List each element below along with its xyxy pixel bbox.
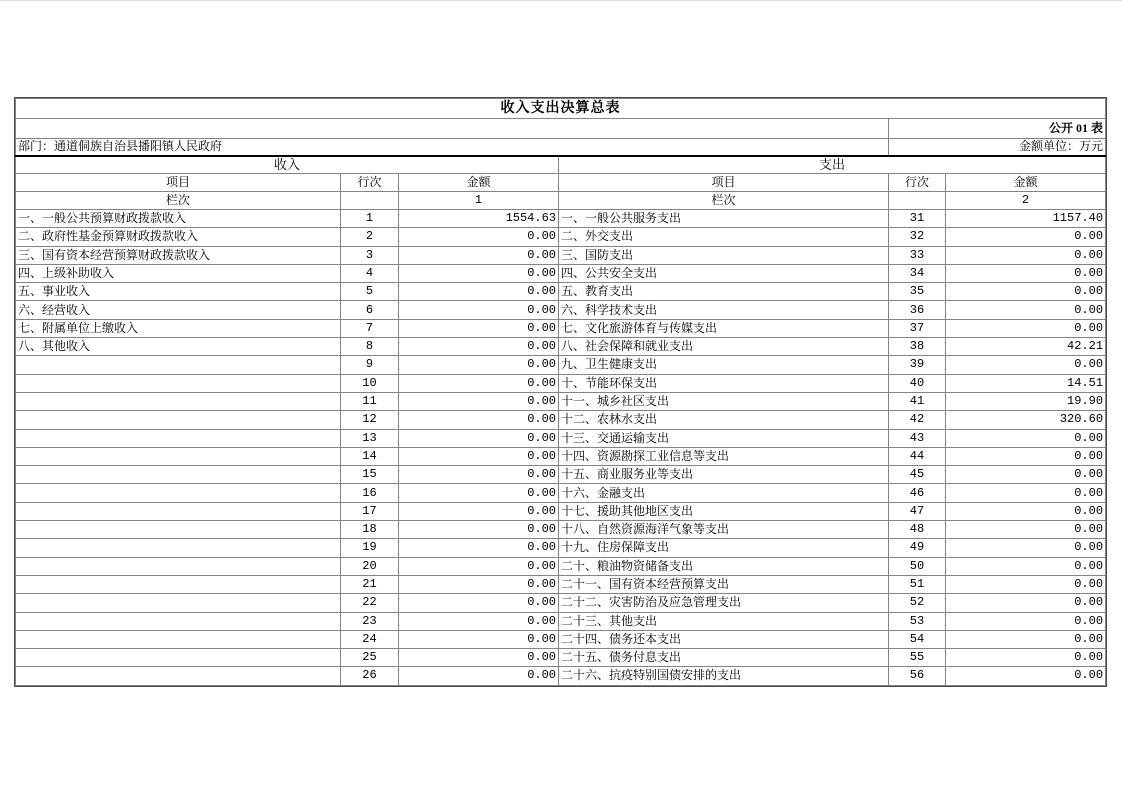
revenue-amount-cell: 0.00 [399, 630, 559, 648]
expenditure-line-cell: 43 [889, 429, 946, 447]
table-row [16, 484, 1106, 502]
revenue-item-cell [16, 392, 341, 410]
expenditure-item-cell: 三、国防支出 [559, 246, 889, 264]
table-row [16, 411, 1106, 429]
expenditure-amount-cell: 0.00 [946, 228, 1106, 246]
expenditure-line-cell: 47 [889, 502, 946, 520]
expenditure-amount-cell: 42.21 [946, 338, 1106, 356]
expenditure-amount-cell: 0.00 [946, 264, 1106, 282]
revenue-item-cell [16, 649, 341, 667]
revenue-amount-cell: 0.00 [399, 411, 559, 429]
table-row [16, 630, 1106, 648]
expenditure-column-number: 2 [946, 192, 1106, 210]
expenditure-item-header: 项目 [559, 174, 889, 192]
table-row [16, 466, 1106, 484]
revenue-amount-cell: 0.00 [399, 356, 559, 374]
expenditure-amount-cell: 0.00 [946, 447, 1106, 465]
revenue-amount-cell: 0.00 [399, 502, 559, 520]
revenue-item-cell: 五、事业收入 [16, 283, 341, 301]
revenue-amount-cell: 0.00 [399, 319, 559, 337]
revenue-line-cell: 16 [341, 484, 399, 502]
expenditure-line-cell: 40 [889, 374, 946, 392]
doc-number-row [16, 119, 1106, 139]
revenue-amount-cell: 0.00 [399, 649, 559, 667]
revenue-item-cell [16, 557, 341, 575]
department-row [16, 139, 1106, 157]
table-row [16, 338, 1106, 356]
table-row [16, 521, 1106, 539]
expenditure-item-cell: 四、公共安全支出 [559, 264, 889, 282]
expenditure-line-cell: 54 [889, 630, 946, 648]
expenditure-item-cell: 十三、交通运输支出 [559, 429, 889, 447]
revenue-item-cell: 四、上级补助收入 [16, 264, 341, 282]
expenditure-line-cell: 55 [889, 649, 946, 667]
page-title: 收入支出决算总表 [16, 99, 1106, 119]
expenditure-line-cell: 35 [889, 283, 946, 301]
expenditure-line-cell: 42 [889, 411, 946, 429]
revenue-amount-cell: 0.00 [399, 246, 559, 264]
revenue-column-index-label: 栏次 [16, 192, 341, 210]
doc-number-spacer [16, 119, 889, 139]
revenue-item-cell: 三、国有资本经营预算财政拨款收入 [16, 246, 341, 264]
column-header-row [16, 174, 1106, 192]
expenditure-line-cell: 31 [889, 210, 946, 228]
expenditure-item-cell: 二十五、债务付息支出 [559, 649, 889, 667]
table-row [16, 649, 1106, 667]
expenditure-amount-cell: 0.00 [946, 466, 1106, 484]
expenditure-line-cell: 50 [889, 557, 946, 575]
table-row [16, 539, 1106, 557]
expenditure-line-cell: 37 [889, 319, 946, 337]
revenue-item-cell [16, 612, 341, 630]
expenditure-item-cell: 八、社会保障和就业支出 [559, 338, 889, 356]
table-row [16, 612, 1106, 630]
revenue-amount-header: 金额 [399, 174, 559, 192]
amount-unit-label: 金额单位：万元 [889, 139, 1106, 157]
expenditure-line-cell: 36 [889, 301, 946, 319]
revenue-line-cell: 1 [341, 210, 399, 228]
revenue-item-cell [16, 356, 341, 374]
expenditure-item-cell: 十九、住房保障支出 [559, 539, 889, 557]
revenue-item-cell: 六、经营收入 [16, 301, 341, 319]
expenditure-item-cell: 二十三、其他支出 [559, 612, 889, 630]
revenue-line-cell: 19 [341, 539, 399, 557]
revenue-item-cell [16, 374, 341, 392]
revenue-line-cell: 3 [341, 246, 399, 264]
expenditure-item-cell: 十、节能环保支出 [559, 374, 889, 392]
revenue-amount-cell: 0.00 [399, 612, 559, 630]
expenditure-line-cell: 38 [889, 338, 946, 356]
revenue-amount-cell: 0.00 [399, 484, 559, 502]
expenditure-item-cell: 二、外交支出 [559, 228, 889, 246]
expenditure-amount-cell: 14.51 [946, 374, 1106, 392]
expenditure-column-index-spacer [889, 192, 946, 210]
revenue-line-cell: 26 [341, 667, 399, 685]
revenue-amount-cell: 1554.63 [399, 210, 559, 228]
expenditure-item-cell: 一、一般公共服务支出 [559, 210, 889, 228]
expenditure-amount-cell: 0.00 [946, 539, 1106, 557]
title-row [16, 99, 1106, 119]
table-row [16, 429, 1106, 447]
expenditure-amount-cell: 0.00 [946, 356, 1106, 374]
table-row [16, 575, 1106, 593]
revenue-line-cell: 9 [341, 356, 399, 374]
summary-table-container [14, 97, 1107, 687]
expenditure-item-cell: 二十六、抗疫特别国债安排的支出 [559, 667, 889, 685]
table-row [16, 557, 1106, 575]
revenue-line-cell: 15 [341, 466, 399, 484]
revenue-line-cell: 13 [341, 429, 399, 447]
table-row [16, 392, 1106, 410]
expenditure-item-cell: 十四、资源勘探工业信息等支出 [559, 447, 889, 465]
table-row [16, 264, 1106, 282]
expenditure-item-cell: 十一、城乡社区支出 [559, 392, 889, 410]
expenditure-amount-cell: 320.60 [946, 411, 1106, 429]
expenditure-item-cell: 二十四、债务还本支出 [559, 630, 889, 648]
expenditure-amount-cell: 0.00 [946, 502, 1106, 520]
revenue-amount-cell: 0.00 [399, 594, 559, 612]
table-row [16, 356, 1106, 374]
column-index-row [16, 192, 1106, 210]
expenditure-item-cell: 十二、农林水支出 [559, 411, 889, 429]
revenue-amount-cell: 0.00 [399, 392, 559, 410]
revenue-item-cell [16, 667, 341, 685]
revenue-item-cell: 二、政府性基金预算财政拨款收入 [16, 228, 341, 246]
expenditure-line-cell: 52 [889, 594, 946, 612]
expenditure-item-cell: 十七、援助其他地区支出 [559, 502, 889, 520]
revenue-amount-cell: 0.00 [399, 228, 559, 246]
revenue-column-number: 1 [399, 192, 559, 210]
expenditure-amount-cell: 0.00 [946, 283, 1106, 301]
expenditure-amount-cell: 19.90 [946, 392, 1106, 410]
expenditure-line-cell: 44 [889, 447, 946, 465]
expenditure-amount-cell: 0.00 [946, 612, 1106, 630]
revenue-line-cell: 2 [341, 228, 399, 246]
expenditure-amount-cell: 0.00 [946, 484, 1106, 502]
revenue-line-cell: 23 [341, 612, 399, 630]
table-row [16, 374, 1106, 392]
expenditure-line-cell: 56 [889, 667, 946, 685]
revenue-line-cell: 4 [341, 264, 399, 282]
revenue-amount-cell: 0.00 [399, 447, 559, 465]
expenditure-amount-cell: 0.00 [946, 521, 1106, 539]
expenditure-item-cell: 二十二、灾害防治及应急管理支出 [559, 594, 889, 612]
revenue-item-cell [16, 466, 341, 484]
section-expenditure-header: 支出 [559, 156, 1106, 174]
expenditure-line-cell: 49 [889, 539, 946, 557]
expenditure-line-header: 行次 [889, 174, 946, 192]
table-row [16, 319, 1106, 337]
summary-table [15, 98, 1106, 686]
revenue-item-cell [16, 521, 341, 539]
expenditure-line-cell: 39 [889, 356, 946, 374]
expenditure-line-cell: 48 [889, 521, 946, 539]
revenue-line-cell: 10 [341, 374, 399, 392]
expenditure-line-cell: 53 [889, 612, 946, 630]
revenue-amount-cell: 0.00 [399, 557, 559, 575]
revenue-amount-cell: 0.00 [399, 338, 559, 356]
section-revenue-header: 收入 [16, 156, 559, 174]
table-row [16, 667, 1106, 685]
revenue-item-cell [16, 429, 341, 447]
revenue-line-header: 行次 [341, 174, 399, 192]
revenue-line-cell: 17 [341, 502, 399, 520]
revenue-line-cell: 11 [341, 392, 399, 410]
expenditure-item-cell: 十六、金融支出 [559, 484, 889, 502]
revenue-item-cell [16, 539, 341, 557]
revenue-item-cell [16, 502, 341, 520]
expenditure-line-cell: 34 [889, 264, 946, 282]
revenue-line-cell: 12 [341, 411, 399, 429]
revenue-amount-cell: 0.00 [399, 429, 559, 447]
revenue-item-cell: 八、其他收入 [16, 338, 341, 356]
department-label: 部门：通道侗族自治县播阳镇人民政府 [16, 139, 889, 157]
expenditure-item-cell: 十八、自然资源海洋气象等支出 [559, 521, 889, 539]
expenditure-line-cell: 32 [889, 228, 946, 246]
section-header-row [16, 156, 1106, 174]
revenue-line-cell: 25 [341, 649, 399, 667]
revenue-amount-cell: 0.00 [399, 466, 559, 484]
table-row [16, 283, 1106, 301]
revenue-item-cell [16, 630, 341, 648]
revenue-line-cell: 5 [341, 283, 399, 301]
revenue-item-cell [16, 575, 341, 593]
expenditure-amount-cell: 0.00 [946, 649, 1106, 667]
revenue-amount-cell: 0.00 [399, 521, 559, 539]
expenditure-amount-cell: 0.00 [946, 630, 1106, 648]
expenditure-amount-cell: 0.00 [946, 575, 1106, 593]
expenditure-amount-cell: 0.00 [946, 246, 1106, 264]
revenue-amount-cell: 0.00 [399, 264, 559, 282]
table-row [16, 502, 1106, 520]
expenditure-line-cell: 51 [889, 575, 946, 593]
expenditure-item-cell: 二十一、国有资本经营预算支出 [559, 575, 889, 593]
expenditure-line-cell: 33 [889, 246, 946, 264]
expenditure-item-cell: 二十、粮油物资储备支出 [559, 557, 889, 575]
table-row [16, 210, 1106, 228]
revenue-line-cell: 24 [341, 630, 399, 648]
expenditure-item-cell: 五、教育支出 [559, 283, 889, 301]
expenditure-column-index-label: 栏次 [559, 192, 889, 210]
expenditure-amount-cell: 0.00 [946, 301, 1106, 319]
revenue-line-cell: 14 [341, 447, 399, 465]
revenue-amount-cell: 0.00 [399, 301, 559, 319]
revenue-item-cell: 一、一般公共预算财政拨款收入 [16, 210, 341, 228]
table-row [16, 246, 1106, 264]
expenditure-item-cell: 六、科学技术支出 [559, 301, 889, 319]
expenditure-line-cell: 45 [889, 466, 946, 484]
expenditure-amount-cell: 0.00 [946, 594, 1106, 612]
revenue-item-header: 项目 [16, 174, 341, 192]
revenue-amount-cell: 0.00 [399, 374, 559, 392]
revenue-item-cell [16, 411, 341, 429]
revenue-amount-cell: 0.00 [399, 575, 559, 593]
revenue-amount-cell: 0.00 [399, 283, 559, 301]
revenue-line-cell: 7 [341, 319, 399, 337]
expenditure-amount-cell: 0.00 [946, 319, 1106, 337]
expenditure-line-cell: 41 [889, 392, 946, 410]
revenue-item-cell [16, 484, 341, 502]
expenditure-amount-cell: 0.00 [946, 667, 1106, 685]
table-body [16, 210, 1106, 686]
revenue-item-cell: 七、附属单位上缴收入 [16, 319, 341, 337]
expenditure-line-cell: 46 [889, 484, 946, 502]
expenditure-amount-header: 金额 [946, 174, 1106, 192]
expenditure-item-cell: 七、文化旅游体育与传媒支出 [559, 319, 889, 337]
table-row [16, 228, 1106, 246]
revenue-line-cell: 20 [341, 557, 399, 575]
table-row [16, 594, 1106, 612]
revenue-item-cell [16, 594, 341, 612]
expenditure-amount-cell: 1157.40 [946, 210, 1106, 228]
revenue-item-cell [16, 447, 341, 465]
revenue-column-index-spacer [341, 192, 399, 210]
expenditure-item-cell: 九、卫生健康支出 [559, 356, 889, 374]
revenue-line-cell: 22 [341, 594, 399, 612]
revenue-line-cell: 8 [341, 338, 399, 356]
expenditure-amount-cell: 0.00 [946, 429, 1106, 447]
revenue-line-cell: 18 [341, 521, 399, 539]
expenditure-item-cell: 十五、商业服务业等支出 [559, 466, 889, 484]
revenue-line-cell: 6 [341, 301, 399, 319]
revenue-amount-cell: 0.00 [399, 667, 559, 685]
table-row [16, 447, 1106, 465]
revenue-amount-cell: 0.00 [399, 539, 559, 557]
doc-number-label: 公开 01 表 [889, 119, 1106, 139]
table-row [16, 301, 1106, 319]
expenditure-amount-cell: 0.00 [946, 557, 1106, 575]
revenue-line-cell: 21 [341, 575, 399, 593]
